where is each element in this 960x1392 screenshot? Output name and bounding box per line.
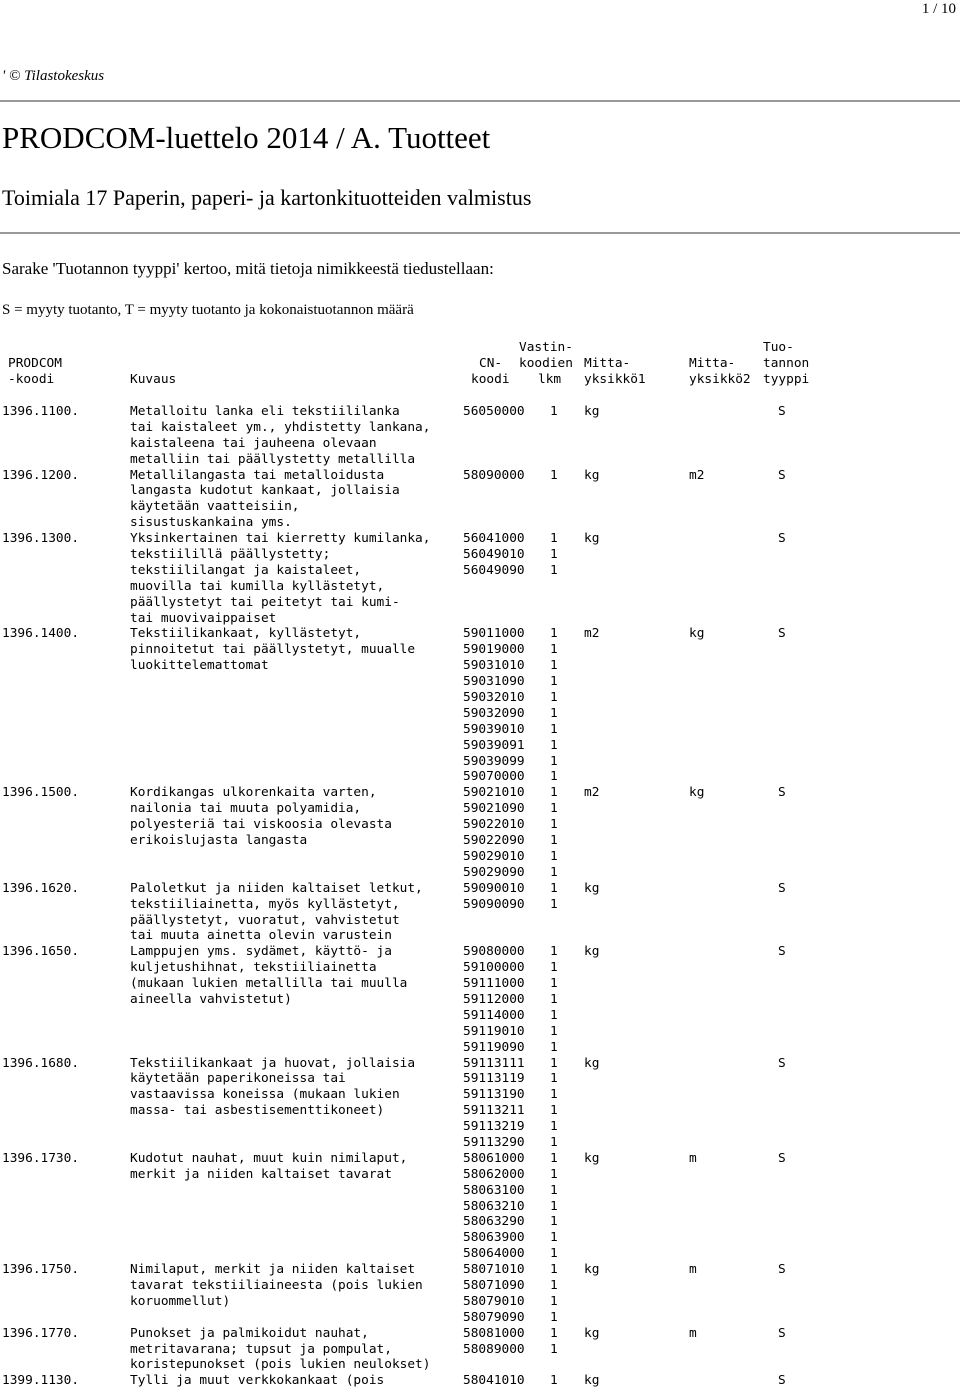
description-line: käytetään paperikoneissa tai xyxy=(130,1071,346,1087)
cn-code: 58089000 xyxy=(463,1341,525,1357)
table-row xyxy=(0,928,960,944)
prodcom-code: 1396.1300. xyxy=(2,531,80,547)
cn-code: 59029090 xyxy=(463,864,525,880)
unit-2: kg xyxy=(689,626,705,642)
code-count: 1 xyxy=(550,1087,558,1103)
code-count: 1 xyxy=(550,833,558,849)
code-count: 1 xyxy=(550,848,558,864)
unit-1: m2 xyxy=(584,626,600,642)
table-row xyxy=(0,420,960,436)
cn-code: 59019000 xyxy=(463,642,525,658)
code-count: 1 xyxy=(550,467,558,483)
table-row xyxy=(0,1040,960,1056)
prodcom-code: 1396.1750. xyxy=(2,1262,80,1278)
production-type: S xyxy=(778,1055,786,1071)
cn-code: 59111000 xyxy=(463,976,525,992)
cn-code: 59029010 xyxy=(463,848,525,864)
prodcom-code: 1396.1620. xyxy=(2,880,80,896)
unit-1: kg xyxy=(584,1150,600,1166)
cn-code: 58041010 xyxy=(463,1373,525,1389)
table-row xyxy=(0,881,960,897)
description-line: tekstiilillä päällystetty; xyxy=(130,547,331,563)
header-prodcom-1: PRODCOM xyxy=(8,356,62,371)
header-vastin-1: Vastin- xyxy=(519,340,573,355)
cn-code: 58079010 xyxy=(463,1293,525,1309)
table-row xyxy=(0,754,960,770)
table-row xyxy=(0,1183,960,1199)
cn-code: 59100000 xyxy=(463,960,525,976)
table-row xyxy=(0,944,960,960)
description-line: päällystetyt, vuoratut, vahvistetut xyxy=(130,912,400,928)
table-row xyxy=(0,1103,960,1119)
prodcom-code: 1396.1200. xyxy=(2,467,80,483)
table-row xyxy=(0,1151,960,1167)
page-subtitle: Toimiala 17 Paperin, paperi- ja kartonkituotteiden valmistus xyxy=(2,185,532,210)
code-count: 1 xyxy=(550,1166,558,1182)
page-title: PRODCOM-luettelo 2014 / A. Tuotteet xyxy=(2,120,491,155)
prodcom-code: 1396.1500. xyxy=(2,785,80,801)
description-line: Yksinkertainen tai kierretty kumilanka, xyxy=(130,531,431,547)
table-row xyxy=(0,722,960,738)
header-kuvaus: Kuvaus xyxy=(130,372,177,387)
description-line: Kordikangas ulkorenkaita varten, xyxy=(130,785,377,801)
unit-1: kg xyxy=(584,1055,600,1071)
cn-code: 59032010 xyxy=(463,690,525,706)
code-count: 1 xyxy=(550,801,558,817)
description-line: Nimilaput, merkit ja niiden kaltaiset xyxy=(130,1262,416,1278)
table-row xyxy=(0,769,960,785)
code-count: 1 xyxy=(550,1262,558,1278)
description-line: Lamppujen yms. sydämet, käyttö- ja xyxy=(130,944,392,960)
table-row xyxy=(0,992,960,1008)
description-line: tekstiililangat ja kaistaleet, xyxy=(130,562,362,578)
code-count: 1 xyxy=(550,658,558,674)
cn-code: 58063210 xyxy=(463,1198,525,1214)
description-line: merkit ja niiden kaltaiset tavarat xyxy=(130,1166,392,1182)
code-count: 1 xyxy=(550,690,558,706)
cn-code: 58063100 xyxy=(463,1182,525,1198)
table-row xyxy=(0,690,960,706)
header-mitta1-2: yksikkö1 xyxy=(584,372,646,387)
description-line: tai muuta ainetta olevin varustein xyxy=(130,928,392,944)
unit-1: kg xyxy=(584,1325,600,1341)
code-count: 1 xyxy=(550,864,558,880)
cn-code: 59022010 xyxy=(463,817,525,833)
table-row xyxy=(0,658,960,674)
code-count: 1 xyxy=(550,1007,558,1023)
cn-code: 59113190 xyxy=(463,1087,525,1103)
table-row xyxy=(0,515,960,531)
cn-code: 58071010 xyxy=(463,1262,525,1278)
description-line: sisustuskankaina yms. xyxy=(130,515,292,531)
description-line: kaistaleena tai jauheena olevaan xyxy=(130,435,377,451)
table-row xyxy=(0,595,960,611)
code-count: 1 xyxy=(550,960,558,976)
code-count: 1 xyxy=(550,1277,558,1293)
table-row xyxy=(0,1278,960,1294)
table-row xyxy=(0,1342,960,1358)
code-count: 1 xyxy=(550,991,558,1007)
table-row xyxy=(0,499,960,515)
subtitle-divider xyxy=(0,232,960,234)
description-line: Tekstiilikankaat, kyllästetyt, xyxy=(130,626,362,642)
production-type: S xyxy=(778,1325,786,1341)
header-divider xyxy=(0,100,960,102)
unit-1: kg xyxy=(584,944,600,960)
table-row xyxy=(0,1373,960,1389)
code-count: 1 xyxy=(550,1103,558,1119)
table-row xyxy=(0,404,960,420)
code-count: 1 xyxy=(550,674,558,690)
code-count: 1 xyxy=(550,531,558,547)
production-type: S xyxy=(778,626,786,642)
code-count: 1 xyxy=(550,1071,558,1087)
table-row xyxy=(0,563,960,579)
production-type: S xyxy=(778,880,786,896)
cn-code: 56049090 xyxy=(463,562,525,578)
description-line: koruommellut) xyxy=(130,1293,231,1309)
cn-code: 58071090 xyxy=(463,1277,525,1293)
production-type: S xyxy=(778,467,786,483)
cn-code: 58090000 xyxy=(463,467,525,483)
table-row xyxy=(0,611,960,627)
description-line: erikoislujasta langasta xyxy=(130,833,308,849)
header-mitta2-1: Mitta- xyxy=(689,356,736,371)
organization-name: ' © Tilastokeskus xyxy=(2,68,105,84)
table-row xyxy=(0,897,960,913)
description-line: pinnoitetut tai päällystetyt, muualle xyxy=(130,642,416,658)
code-count: 1 xyxy=(550,1293,558,1309)
description-line: Paloletkut ja niiden kaltaiset letkut, xyxy=(130,880,423,896)
cn-code: 59039091 xyxy=(463,737,525,753)
code-count: 1 xyxy=(550,642,558,658)
table-row xyxy=(0,1262,960,1278)
code-count: 1 xyxy=(550,944,558,960)
description-line: langasta kudotut kankaat, jollaisia xyxy=(130,483,400,499)
header-vastin-3: lkm xyxy=(538,372,562,387)
unit-1: kg xyxy=(584,404,600,419)
description-line: päällystetyt tai peitetyt tai kumi- xyxy=(130,594,400,610)
table-row xyxy=(0,547,960,563)
header-cn-1: CN- xyxy=(479,356,503,371)
cn-code: 59113211 xyxy=(463,1103,525,1119)
production-type: S xyxy=(778,404,786,419)
header-vastin-2: koodien xyxy=(519,356,573,371)
table-row xyxy=(0,468,960,484)
column-note: Sarake 'Tuotannon tyyppi' kertoo, mitä tietoja nimikkeestä tiedustellaan: xyxy=(2,259,494,278)
table-row xyxy=(0,833,960,849)
code-count: 1 xyxy=(550,1341,558,1357)
cn-code: 59031090 xyxy=(463,674,525,690)
description-line: Kudotut nauhat, muut kuin nimilaput, xyxy=(130,1150,408,1166)
description-line: vastaavissa koneissa (mukaan lukien xyxy=(130,1087,400,1103)
table-row xyxy=(0,579,960,595)
table-row xyxy=(0,674,960,690)
header-tyyppi-2: tannon xyxy=(763,356,810,371)
table-row xyxy=(0,913,960,929)
cn-code: 59113111 xyxy=(463,1055,525,1071)
prodcom-code: 1396.1680. xyxy=(2,1055,80,1071)
cn-code: 58063900 xyxy=(463,1230,525,1246)
code-count: 1 xyxy=(550,976,558,992)
description-line: Tylli ja muut verkkokankaat (pois xyxy=(130,1373,385,1389)
unit-1: kg xyxy=(584,1262,600,1278)
code-count: 1 xyxy=(550,705,558,721)
description-line: muovilla tai kumilla kyllästetyt, xyxy=(130,578,385,594)
table-row xyxy=(0,1087,960,1103)
code-count: 1 xyxy=(550,769,558,785)
unit-1: kg xyxy=(584,531,600,547)
code-count: 1 xyxy=(550,1246,558,1262)
table-row xyxy=(0,849,960,865)
header-mitta2-2: yksikkö2 xyxy=(689,372,751,387)
code-count: 1 xyxy=(550,785,558,801)
cn-code: 58079090 xyxy=(463,1309,525,1325)
page-counter: 1 / 10 xyxy=(921,1,956,17)
cn-code: 59022090 xyxy=(463,833,525,849)
prodcom-code: 1396.1650. xyxy=(2,944,80,960)
table-row xyxy=(0,1056,960,1072)
cn-code: 58064000 xyxy=(463,1246,525,1262)
description-line: käytetään vaatteisiin, xyxy=(130,499,300,515)
code-count: 1 xyxy=(550,626,558,642)
description-line: aineella vahvistetut) xyxy=(130,991,292,1007)
code-count: 1 xyxy=(550,547,558,563)
table-row xyxy=(0,1119,960,1135)
unit-1: kg xyxy=(584,1373,600,1389)
description-line: tekstiiliainetta, myös kyllästetyt, xyxy=(130,896,400,912)
cn-code: 59119010 xyxy=(463,1023,525,1039)
code-count: 1 xyxy=(550,1023,558,1039)
header-tyyppi-3: tyyppi xyxy=(763,372,810,387)
unit-2: m xyxy=(689,1325,697,1341)
description-line: polyesteriä tai viskoosia olevasta xyxy=(130,817,392,833)
description-line: Punokset ja palmikoidut nauhat, xyxy=(130,1325,369,1341)
description-line: metalliin tai päällystetty metallilla xyxy=(130,451,416,467)
code-count: 1 xyxy=(550,721,558,737)
unit-2: m xyxy=(689,1150,697,1166)
unit-1: kg xyxy=(584,467,600,483)
table-row xyxy=(0,960,960,976)
table-row xyxy=(0,738,960,754)
cn-code: 56049010 xyxy=(463,547,525,563)
table-row xyxy=(0,436,960,452)
code-count: 1 xyxy=(550,1055,558,1071)
table-row xyxy=(0,1199,960,1215)
table-row xyxy=(0,452,960,468)
code-count: 1 xyxy=(550,1325,558,1341)
table-row xyxy=(0,1024,960,1040)
description-line: tai kaistaleet ym., yhdistetty lankana, xyxy=(130,419,431,435)
production-type: S xyxy=(778,944,786,960)
cn-code: 59112000 xyxy=(463,991,525,1007)
table-row xyxy=(0,817,960,833)
code-count: 1 xyxy=(550,1373,558,1389)
code-count: 1 xyxy=(550,1134,558,1150)
prodcom-code: 1399.1130. xyxy=(2,1373,80,1389)
production-type: S xyxy=(778,785,786,801)
description-line: nailonia tai muuta polyamidia, xyxy=(130,801,362,817)
cn-code: 59114000 xyxy=(463,1007,525,1023)
table-row xyxy=(0,1135,960,1151)
description-line: tavarat tekstiiliaineesta (pois lukien xyxy=(130,1277,423,1293)
cn-code: 59032090 xyxy=(463,705,525,721)
code-count: 1 xyxy=(550,1230,558,1246)
cn-code: 59119090 xyxy=(463,1039,525,1055)
production-type: S xyxy=(778,1262,786,1278)
code-count: 1 xyxy=(550,896,558,912)
code-count: 1 xyxy=(550,817,558,833)
code-count: 1 xyxy=(550,737,558,753)
description-line: kuljetushihnat, tekstiiliainetta xyxy=(130,960,377,976)
description-line: tai muovivaippaiset xyxy=(130,610,277,626)
table-row xyxy=(0,801,960,817)
table-row xyxy=(0,1357,960,1373)
table-row xyxy=(0,1326,960,1342)
cn-code: 59113219 xyxy=(463,1119,525,1135)
table-row xyxy=(0,1167,960,1183)
header-cn-2: koodi xyxy=(471,372,510,387)
table-row xyxy=(0,1246,960,1262)
cn-code: 59031010 xyxy=(463,658,525,674)
table-row xyxy=(0,1294,960,1310)
production-type: S xyxy=(778,1150,786,1166)
prodcom-code: 1396.1400. xyxy=(2,626,80,642)
code-count: 1 xyxy=(550,753,558,769)
cn-code: 59039099 xyxy=(463,753,525,769)
table-row xyxy=(0,483,960,499)
cn-code: 59090090 xyxy=(463,896,525,912)
code-count: 1 xyxy=(550,1214,558,1230)
code-count: 1 xyxy=(550,1198,558,1214)
description-line: (mukaan lukien metallilla tai muulla xyxy=(130,976,408,992)
header-mitta1-1: Mitta- xyxy=(584,356,631,371)
code-count: 1 xyxy=(550,880,558,896)
table-row xyxy=(0,1230,960,1246)
type-legend: S = myyty tuotanto, T = myyty tuotanto ja kokonaistuotannon määrä xyxy=(2,302,414,318)
prodcom-code: 1396.1730. xyxy=(2,1150,80,1166)
cn-code: 58062000 xyxy=(463,1166,525,1182)
table-row xyxy=(0,865,960,881)
unit-2: m2 xyxy=(689,467,705,483)
cn-code: 59070000 xyxy=(463,769,525,785)
table-row xyxy=(0,1214,960,1230)
table-row xyxy=(0,642,960,658)
description-line: massa- tai asbestisementtikoneet) xyxy=(130,1103,385,1119)
description-line: Tekstiilikankaat ja huovat, jollaisia xyxy=(130,1055,416,1071)
table-row xyxy=(0,626,960,642)
cn-code: 59011000 xyxy=(463,626,525,642)
cn-code: 56041000 xyxy=(463,531,525,547)
cn-code: 58061000 xyxy=(463,1150,525,1166)
prodcom-code: 1396.1100. xyxy=(2,404,80,419)
code-count: 1 xyxy=(550,1182,558,1198)
table-header xyxy=(0,340,960,388)
code-count: 1 xyxy=(550,1119,558,1135)
description-line: Metalloitu lanka eli tekstiililanka xyxy=(130,404,400,419)
cn-code: 56050000 xyxy=(463,404,525,419)
cn-code: 58063290 xyxy=(463,1214,525,1230)
header-prodcom-2: -koodi xyxy=(8,372,55,387)
table-row xyxy=(0,706,960,722)
code-count: 1 xyxy=(550,1309,558,1325)
cn-code: 59113119 xyxy=(463,1071,525,1087)
table-row xyxy=(0,531,960,547)
table-row xyxy=(0,1008,960,1024)
table-row xyxy=(0,1310,960,1326)
code-count: 1 xyxy=(550,404,558,419)
cn-code: 59090010 xyxy=(463,880,525,896)
code-count: 1 xyxy=(550,1150,558,1166)
cn-code: 58081000 xyxy=(463,1325,525,1341)
unit-2: kg xyxy=(689,785,705,801)
table-row xyxy=(0,785,960,801)
table-row xyxy=(0,976,960,992)
prodcom-table xyxy=(0,404,960,1389)
cn-code: 59080000 xyxy=(463,944,525,960)
unit-1: kg xyxy=(584,880,600,896)
header-tyyppi-1: Tuo- xyxy=(763,340,794,355)
unit-1: m2 xyxy=(584,785,600,801)
unit-2: m xyxy=(689,1262,697,1278)
production-type: S xyxy=(778,531,786,547)
description-line: Metallilangasta tai metalloidusta xyxy=(130,467,385,483)
description-line: koristepunokset (pois lukien neulokset) xyxy=(130,1357,431,1373)
description-line: metritavarana; tupsut ja pompulat, xyxy=(130,1341,392,1357)
cn-code: 59113290 xyxy=(463,1134,525,1150)
cn-code: 59021010 xyxy=(463,785,525,801)
table-row xyxy=(0,1071,960,1087)
production-type: S xyxy=(778,1373,786,1389)
code-count: 1 xyxy=(550,562,558,578)
prodcom-code: 1396.1770. xyxy=(2,1325,80,1341)
cn-code: 59021090 xyxy=(463,801,525,817)
cn-code: 59039010 xyxy=(463,721,525,737)
description-line: luokittelemattomat xyxy=(130,658,269,674)
code-count: 1 xyxy=(550,1039,558,1055)
